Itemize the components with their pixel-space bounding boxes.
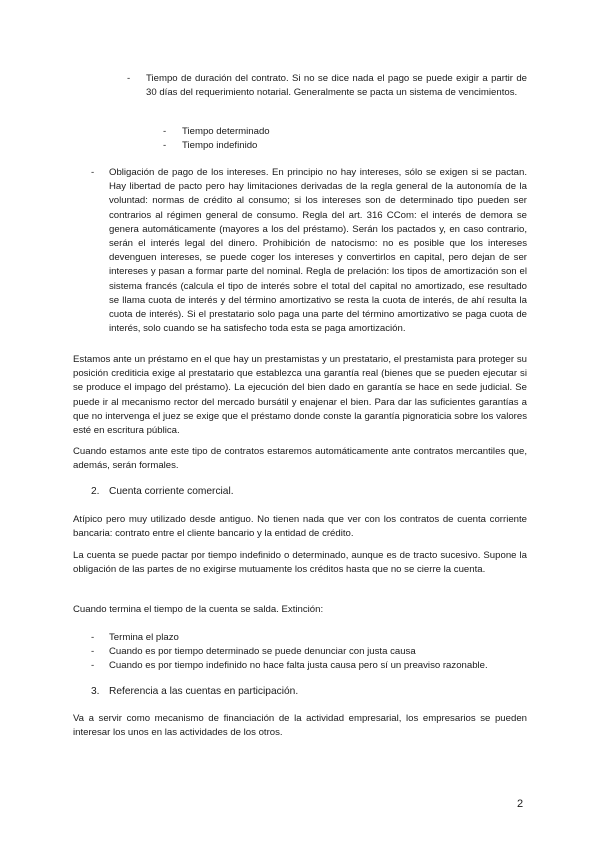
section-number: 3. bbox=[91, 686, 100, 697]
account-term-paragraph: La cuenta se puede pactar por tiempo indefinido o determinado, aunque es de tracto sucesivo. Supone la obligación de las partes de no exigirse mutuamente los créditos hasta que no se cierre la cuenta. bbox=[73, 550, 527, 576]
subitem-fixed-term: Tiempo determinado bbox=[182, 126, 270, 137]
bullet-marker: - bbox=[163, 140, 167, 151]
page-number: 2 bbox=[517, 798, 524, 810]
bullet-marker: - bbox=[127, 73, 131, 84]
duration-bullet-text: Tiempo de duración del contrato. Si no se dice nada el pago se puede exigir a partir de 30 días del requerimiento notarial. Generalmente se pacta un sistema de vencimientos. bbox=[146, 73, 527, 99]
bullet-marker: - bbox=[91, 660, 95, 671]
section-heading: Referencia a las cuentas en participación. bbox=[109, 686, 299, 697]
section-number: 2. bbox=[91, 486, 100, 497]
list-item: Cuando es por tiempo indefinido no hace falta justa causa pero sí un preaviso razonable. bbox=[109, 660, 488, 671]
subitem-indefinite-term: Tiempo indefinido bbox=[182, 140, 258, 151]
interest-bullet-text: Obligación de pago de los intereses. En principio no hay intereses, sólo se exigen si se pactan. Hay libertad de pacto pero hay limitaciones derivadas de la regla general de la autonomía de la voluntad: normas de crédito al consumo; si los intereses son de determinado tipo pueden ser contrarios al régimen general de consumo. Regla del art. 316 CCom: el interés de demora se genera automáticamente (mayores a los del préstamo). Serán los pactados y, en caso contrario, serán el interés legal del dinero. Prohibición de natocismo: no es posible que los intereses devenguen intereses, se puede coger los intereses y convertirlos en capital, pero dejan de ser intereses y pasan a formar parte del nominal. Regla de prelación: los tipos de amortización son el sistema francés (calcula el tipo de interés sobre el total del capital no amortizado, ese resultado se llama cuota de interés y del término amortizativo se resta la cuota de interés, de ahí resulta la cuota de interés). Si el prestatario solo paga una parte del término amortizativo se paga cuota de interés, solo cuando se ha satisfecho toda esta se paga amortización. bbox=[109, 167, 527, 335]
section-heading: Cuenta corriente comercial. bbox=[109, 486, 234, 497]
guarantee-paragraph: Estamos ante un préstamo en el que hay un prestamistas y un prestatario, el prestamista para proteger su posición crediticia exige al prestatario que establezca una garantía real (bienes que se pueden ejecutar si se produce el impago del préstamo). La ejecución del bien dado en garantía se hace en sede judicial. Se puede ir al mecanismo rector del mercado bursátil y enajenar el bien. Para dar las suficientes garantías a que no intervenga el juez se exige que el préstamo donde conste la garantía pignoraticia sobre los valores esté en escritura pública. bbox=[73, 354, 527, 437]
bullet-marker: - bbox=[91, 167, 95, 178]
financing-paragraph: Va a servir como mecanismo de financiación de la actividad empresarial, los empresarios se pueden interesar los unos en las actividades de los otros. bbox=[73, 713, 527, 739]
atypical-paragraph: Atípico pero muy utilizado desde antiguo. No tienen nada que ver con los contratos de cuenta corriente bancaria: contrato entre el cliente bancario y la entidad de crédito. bbox=[73, 514, 527, 540]
bullet-marker: - bbox=[163, 126, 167, 137]
list-item: Cuando es por tiempo determinado se puede denunciar con justa causa bbox=[109, 646, 416, 657]
extinction-paragraph: Cuando termina el tiempo de la cuenta se salda. Extinción: bbox=[73, 604, 324, 615]
list-item: Termina el plazo bbox=[109, 632, 179, 643]
bullet-marker: - bbox=[91, 632, 95, 643]
mercantile-paragraph: Cuando estamos ante este tipo de contratos estaremos automáticamente ante contratos mercantiles que, además, serán formales. bbox=[73, 446, 527, 472]
bullet-marker: - bbox=[91, 646, 95, 657]
